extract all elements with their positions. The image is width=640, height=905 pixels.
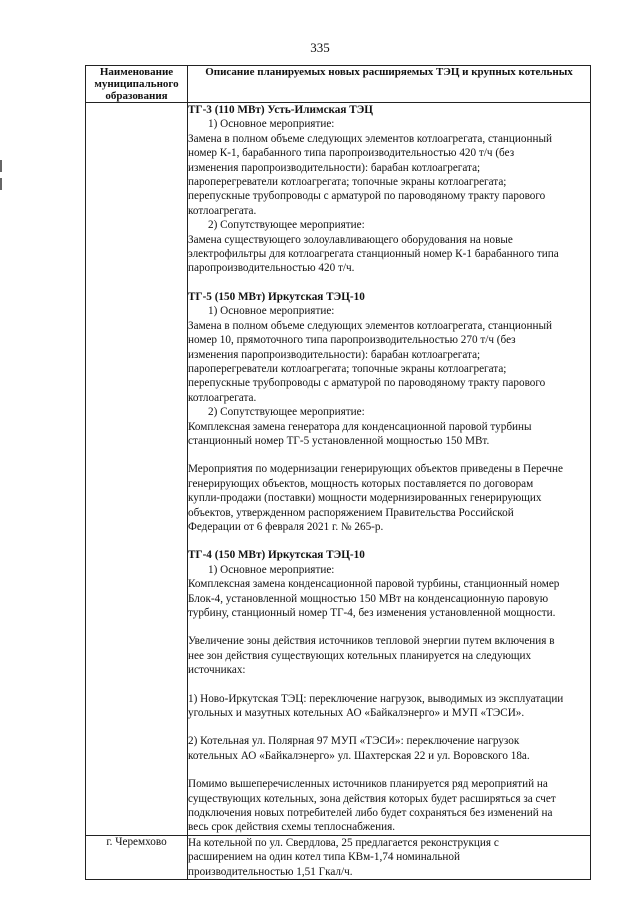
text-line: 1) Основное мероприятие: [208,563,335,576]
paragraph-gap [188,448,590,462]
text-line: нее зон действия существующих котельных планируется на следующих [188,649,532,662]
text-line: 2) Сопутствующее мероприятие: [208,406,365,419]
table-row [86,103,591,836]
paragraph-gap [188,534,590,548]
text-line: станционный номер ТГ-5 установленной мощностью 150 МВт. [188,434,490,447]
text-line: паропроизводительностью 420 т/ч. [188,262,355,275]
text-line: Замена в полном объеме следующих элементов котлоагрегата, станционный [188,132,552,145]
text-line: источниках: [188,664,246,677]
text-line: пароперегреватели котлоагрегата; топочные экраны котлоагрегата; [188,362,507,375]
table-header-row [86,66,591,103]
text-line: купли-продажи (поставки) мощности модернизированных генерирующих [188,492,542,505]
section-heading: ТГ-3 (110 МВт) Усть-Илимская ТЭЦ [188,104,374,116]
section-heading: ТГ-5 (150 МВт) Иркутская ТЭЦ-10 [188,290,365,303]
text-line: Блок-4, установленной мощностью 150 МВт на конденсационную паровую [188,592,549,605]
text-line: номер К-1, барабанного типа паропроизводительностью 420 т/ч (без [188,147,515,160]
text-line: существующих котельных, зона действия которых будет расширяться за счет [188,792,556,805]
text-line: перепускные трубопроводы с арматурой по пароводяному тракту парового [188,377,546,390]
plan-table [85,65,591,880]
text-line: изменения паропроизводительности): барабан котлоагрегата; [188,161,481,174]
paragraph-gap [188,276,590,290]
text-line: пароперегреватели котлоагрегата; топочные экраны котлоагрегата; [188,176,507,189]
text-line: Помимо вышеперечисленных источников планируется ряд мероприятий на [188,778,548,791]
text-line: 1) Основное мероприятие: [208,118,335,131]
municipality-cell [86,103,188,836]
text-line: Замена существующего золоулавливающего оборудования на новые [188,233,513,246]
text-line: угольных и мазутных котельных АО «Байкалэнерго» и МУП «ТЭСИ». [188,707,525,720]
text-line: На котельной по ул. Свердлова, 25 предлагается реконструкция с [188,836,499,849]
text-line: котельных АО «Байкалэнерго» ул. Шахтерская 22 и ул. Воровского 18а. [188,749,530,762]
text-line: котлоагрегата. [188,204,257,217]
text-line: Комплексная замена генератора для конденсационной паровой турбины [188,420,532,433]
margin-mark [0,178,2,190]
text-line: генерирующих объектов, мощность которых поставляется по договорам [188,477,534,490]
header-municipality: Наименование муниципального образования [86,66,188,103]
municipality-cell: г. Черемхово [86,835,188,879]
text-line: подключения новых потребителей либо будет сохраняться без изменений на [188,807,553,820]
text-line: изменения паропроизводительности): барабан котлоагрегата; [188,348,481,361]
description-cell [188,835,591,879]
paragraph-gap [188,720,590,734]
text-line: объектов, утвержденном распоряжением Правительства Российской [188,506,514,519]
table-row [86,835,591,879]
margin-mark [0,160,2,172]
text-line: Мероприятия по модернизации генерирующих объектов приведены в Перечне [188,463,563,476]
description-cell [188,103,591,836]
text-line: расширением на один котел типа КВм-1,74 номинальной [188,851,461,864]
paragraph-gap [188,763,590,777]
section-heading: ТГ-4 (150 МВт) Иркутская ТЭЦ-10 [188,549,365,562]
text-line: Комплексная замена конденсационной паровой турбины, станционный номер [188,578,560,591]
text-line: 1) Основное мероприятие: [208,305,335,318]
text-line: Замена в полном объеме следующих элементов котлоагрегата, станционный [188,319,552,332]
text-line: производительностью 1,51 Гкал/ч. [188,865,353,878]
text-line: электрофильтры для котлоагрегата станционный номер К-1 барабанного типа [188,248,559,261]
text-line: 2) Котельная ул. Полярная 97 МУП «ТЭСИ»: переключение нагрузок [188,735,520,748]
text-line: турбину, станционный номер ТГ-4, без изменения установленной мощности. [188,607,556,619]
text-line: Федерации от 6 февраля 2021 г. № 265-р. [188,520,384,533]
paragraph-gap [188,620,590,634]
text-line: перепускные трубопроводы с арматурой по пароводяному тракту парового [188,190,546,203]
text-line: 1) Ново-Иркутская ТЭЦ: переключение нагрузок, выводимых из эксплуатации [188,692,564,705]
text-line: номер 10, прямоточного типа паропроизводительностью 270 т/ч (без [188,334,516,347]
text-line: весь срок действия схемы теплоснабжения. [188,821,396,834]
text-line: Увеличение зоны действия источников тепловой энергии путем включения в [188,635,555,648]
text-line: котлоагрегата. [188,391,257,404]
header-description: Описание планируемых новых расширяемых ТЭЦ и крупных котельных [188,66,591,103]
paragraph-gap [188,678,590,692]
page-number: 335 [310,40,330,55]
text-line: 2) Сопутствующее мероприятие: [208,219,365,232]
